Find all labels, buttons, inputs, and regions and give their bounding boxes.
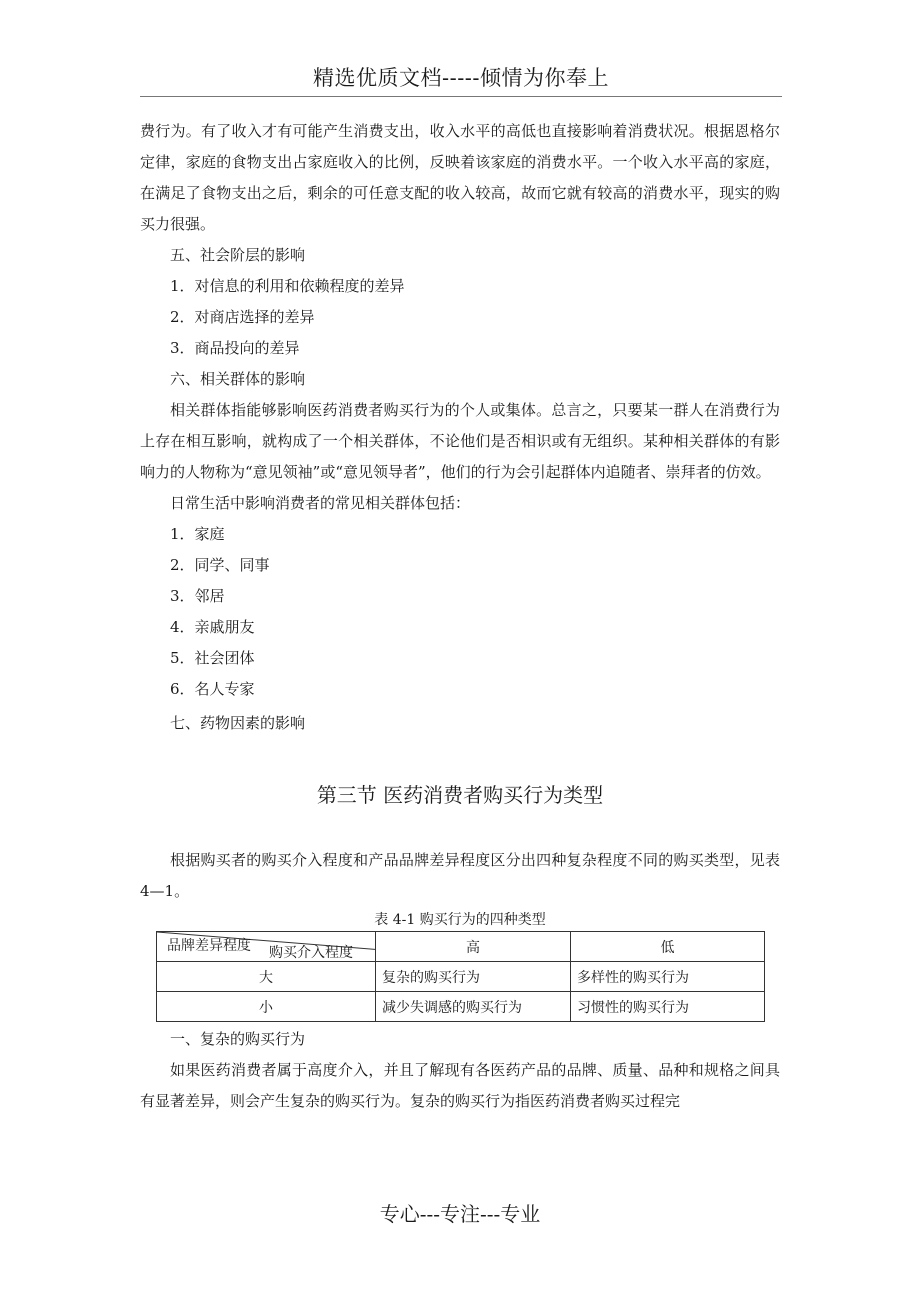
purchase-behavior-table	[156, 931, 765, 1022]
diagonal-header-cell	[157, 932, 376, 962]
table-row	[157, 962, 765, 992]
section-paragraph: 根据购买者的购买介入程度和产品品牌差异程度区分出四种复杂程度不同的购买类型，见表 4—1。	[140, 851, 780, 900]
col-header-low: 低	[571, 932, 765, 962]
list-item: 2．对商店选择的差异	[170, 308, 315, 326]
table-cell: 减少失调感的购买行为	[376, 992, 571, 1022]
list-item: 1．家庭	[170, 525, 225, 543]
table-header-row	[157, 932, 765, 962]
diag-top-label: 购买介入程度	[269, 945, 353, 961]
daily-paragraph: 日常生活中影响消费者的常见相关群体包括：	[170, 494, 471, 512]
list-item: 2．同学、同事	[170, 556, 270, 574]
section-title: 第三节 医药消费者购买行为类型	[316, 783, 604, 807]
heading-reference-group: 六、相关群体的影响	[170, 370, 306, 388]
table-row	[157, 992, 765, 1022]
heading-drug-factors: 七、药物因素的影响	[170, 714, 306, 732]
table-cell: 多样性的购买行为	[571, 962, 765, 992]
table-cell: 复杂的购买行为	[376, 962, 571, 992]
intro-paragraph: 费行为。有了收入才有可能产生消费支出，收入水平的高低也直接影响着消费状况。根据恩格尔定律，家庭的食物支出占家庭收入的比例，反映着该家庭的消费水平。一个收入水平高的家庭，在满足了食物支出之后，剩余的可任意支配的收入较高，故而它就有较高的消费水平，现实的购买力很强。	[140, 122, 780, 233]
table-caption: 表 4-1 购买行为的四种类型	[374, 912, 546, 928]
diag-bottom-label: 品牌差异程度	[167, 938, 251, 954]
page-footer: 专心---专注---专业	[379, 1202, 541, 1226]
list-item: 5．社会团体	[170, 649, 255, 667]
document-body	[140, 116, 780, 1117]
complex-paragraph: 如果医药消费者属于高度介入，并且了解现有各医药产品的品牌、质量、品种和规格之间具有显著差异，则会产生复杂的购买行为。复杂的购买行为指医药消费者购买过程完	[140, 1061, 780, 1110]
list-item: 1．对信息的利用和依赖程度的差异	[170, 277, 405, 295]
heading-social-class: 五、社会阶层的影响	[170, 246, 306, 264]
list-item: 3．商品投向的差异	[170, 339, 300, 357]
table-cell: 习惯性的购买行为	[571, 992, 765, 1022]
heading-complex-behavior: 一、复杂的购买行为	[170, 1030, 306, 1048]
group-paragraph: 相关群体指能够影响医药消费者购买行为的个人或集体。总言之，只要某一群人在消费行为上存在相互影响，就构成了一个相关群体，不论他们是否相识或有无组织。某种相关群体的有影响力的人物称为“意见领袖”或“意见领导者”，他们的行为会引起群体内追随者、崇拜者的仿效。	[140, 401, 780, 481]
row-label: 大	[157, 962, 376, 992]
list-item: 4．亲戚朋友	[170, 618, 255, 636]
list-item: 6．名人专家	[170, 680, 255, 698]
col-header-high: 高	[376, 932, 571, 962]
list-item: 3．邻居	[170, 587, 225, 605]
row-label: 小	[157, 992, 376, 1022]
page-header: 精选优质文档-----倾情为你奉上	[140, 62, 782, 97]
